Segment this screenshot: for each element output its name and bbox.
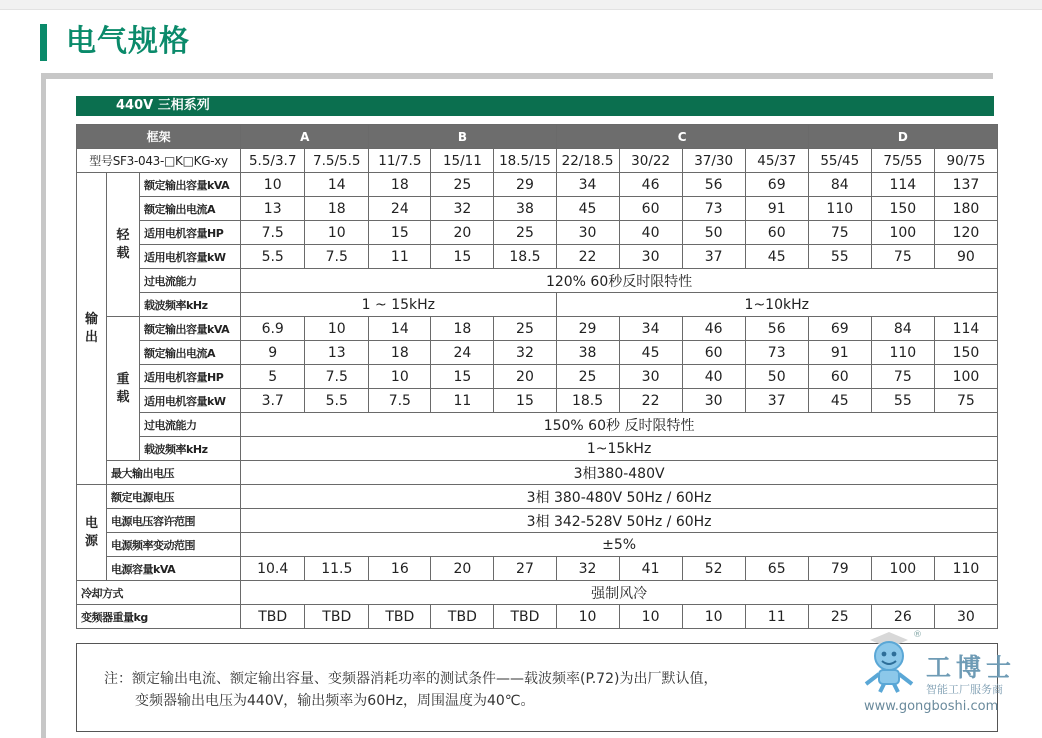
value-cell: 10: [619, 605, 682, 629]
value-cell: 11: [431, 389, 494, 413]
merged-value-cell: ±5%: [241, 533, 998, 557]
light-load-group-label: [107, 173, 140, 317]
value-cell: 18: [369, 341, 431, 365]
value-cell: 38: [556, 341, 619, 365]
merged-value-cell: 3相 342-528V 50Hz / 60Hz: [241, 509, 998, 533]
value-cell: 91: [745, 197, 808, 221]
value-cell: 55: [808, 245, 871, 269]
power-tolerance-row: [77, 509, 998, 533]
value-cell: 41: [619, 557, 682, 581]
value-cell: 20: [494, 365, 556, 389]
row-label: 过电流能力: [140, 413, 241, 437]
value-cell: 90: [934, 245, 997, 269]
value-cell: 46: [619, 173, 682, 197]
value-cell: 14: [305, 173, 369, 197]
row-label: 载波频率kHz: [140, 437, 241, 461]
value-cell: 55: [871, 389, 934, 413]
value-cell: 46: [682, 317, 745, 341]
note-line-1: 注：额定输出电流、额定输出容量、变频器消耗功率的测试条件——载波频率(P.72)为出厂默认值，: [104, 671, 718, 687]
value-cell: 10: [369, 365, 431, 389]
title-accent-bar: [40, 24, 47, 61]
value-cell: TBD: [305, 605, 369, 629]
value-cell: 20: [431, 221, 494, 245]
row-label: 载波频率kHz: [140, 293, 241, 317]
heavy-hp-row: [77, 365, 998, 389]
merged-value-cell: 3相 380-480V 50Hz / 60Hz: [241, 485, 998, 509]
light-hp-row: [77, 221, 998, 245]
value-cell: 9: [241, 341, 305, 365]
model-label: 型号SF3-043-□K□KG-xy: [77, 149, 241, 173]
value-cell: 180: [934, 197, 997, 221]
light-carrier-row: [77, 293, 998, 317]
note-line-2: 变频器输出电压为440V，输出频率为60Hz，周围温度为40℃。: [135, 693, 535, 709]
heavy-carrier-row: [77, 437, 998, 461]
row-label: 电源电压容许范围: [107, 509, 241, 533]
power-group-label: [77, 485, 107, 581]
merged-value-cell: 1~10kHz: [556, 293, 998, 317]
value-cell: 10: [305, 317, 369, 341]
value-cell: 45: [745, 245, 808, 269]
value-cell: 27: [494, 557, 556, 581]
value-cell: 5: [241, 365, 305, 389]
row-label: 冷却方式: [77, 581, 241, 605]
value-cell: 137: [934, 173, 997, 197]
value-cell: 69: [745, 173, 808, 197]
merged-value-cell: 150% 60秒 反时限特性: [241, 413, 998, 437]
row-label: 电源容量kVA: [107, 557, 241, 581]
value-cell: 26: [871, 605, 934, 629]
light-kw-row: [77, 245, 998, 269]
value-cell: 60: [619, 197, 682, 221]
value-cell: 7.5: [305, 245, 369, 269]
series-label: 440V 三相系列: [116, 98, 210, 113]
row-label: 额定输出电流A: [140, 341, 241, 365]
frame-header-c: C: [556, 125, 808, 149]
value-cell: 25: [556, 365, 619, 389]
value-cell: 37: [745, 389, 808, 413]
power-rated-row: [77, 485, 998, 509]
value-cell: 15: [494, 389, 556, 413]
heavy-load-label: 重载: [116, 371, 130, 405]
value-cell: 18: [369, 173, 431, 197]
power-freq-row: [77, 533, 998, 557]
value-cell: 65: [745, 557, 808, 581]
value-cell: 114: [934, 317, 997, 341]
light-load-label: 轻载: [116, 227, 130, 261]
value-cell: 3.7: [241, 389, 305, 413]
model-cell: 5.5/3.7: [241, 149, 305, 173]
value-cell: 110: [808, 197, 871, 221]
frame-header-label: 框架: [77, 125, 241, 149]
value-cell: TBD: [241, 605, 305, 629]
model-cell: 18.5/15: [494, 149, 556, 173]
value-cell: 73: [682, 197, 745, 221]
value-cell: 34: [556, 173, 619, 197]
merged-value-cell: 1~15kHz: [241, 437, 998, 461]
value-cell: 24: [431, 341, 494, 365]
value-cell: 56: [682, 173, 745, 197]
row-label: 适用电机容量kW: [140, 245, 241, 269]
value-cell: TBD: [369, 605, 431, 629]
power-capacity-row: [77, 557, 998, 581]
value-cell: 100: [871, 557, 934, 581]
value-cell: 50: [745, 365, 808, 389]
value-cell: 60: [682, 341, 745, 365]
value-cell: 30: [619, 365, 682, 389]
value-cell: 150: [934, 341, 997, 365]
heavy-kva-row: [77, 317, 998, 341]
merged-value-cell: 120% 60秒反时限特性: [241, 269, 998, 293]
value-cell: 25: [808, 605, 871, 629]
frame-header-a: A: [241, 125, 369, 149]
value-cell: 10: [556, 605, 619, 629]
value-cell: 7.5: [241, 221, 305, 245]
row-label: 适用电机容量HP: [140, 221, 241, 245]
value-cell: 75: [871, 365, 934, 389]
model-row: [77, 149, 998, 173]
value-cell: 84: [808, 173, 871, 197]
frame-left-rule: [41, 73, 46, 738]
page-title: 电气规格: [66, 24, 190, 59]
value-cell: 73: [745, 341, 808, 365]
value-cell: 11.5: [305, 557, 369, 581]
value-cell: TBD: [494, 605, 556, 629]
watermark-url: www.gongboshi.com: [864, 699, 999, 714]
value-cell: 10.4: [241, 557, 305, 581]
model-cell: 30/22: [619, 149, 682, 173]
value-cell: 91: [808, 341, 871, 365]
power-label: 电源: [84, 515, 98, 549]
value-cell: 40: [682, 365, 745, 389]
value-cell: 110: [871, 341, 934, 365]
value-cell: 18: [431, 317, 494, 341]
value-cell: 7.5: [369, 389, 431, 413]
value-cell: 32: [431, 197, 494, 221]
weight-row: [77, 605, 998, 629]
merged-value-cell: 1 ~ 15kHz: [241, 293, 556, 317]
value-cell: 20: [431, 557, 494, 581]
max-voltage-row: [77, 461, 998, 485]
value-cell: 7.5: [305, 365, 369, 389]
value-cell: 13: [305, 341, 369, 365]
value-cell: 14: [369, 317, 431, 341]
row-label: 最大输出电压: [107, 461, 241, 485]
value-cell: 100: [934, 365, 997, 389]
value-cell: 18.5: [494, 245, 556, 269]
value-cell: 150: [871, 197, 934, 221]
light-overload-row: [77, 269, 998, 293]
model-cell: 37/30: [682, 149, 745, 173]
value-cell: 29: [556, 317, 619, 341]
heavy-kw-row: [77, 389, 998, 413]
light-kva-row: [77, 173, 998, 197]
output-label: 输出: [84, 311, 98, 345]
value-cell: 32: [556, 557, 619, 581]
row-label: 过电流能力: [140, 269, 241, 293]
value-cell: 22: [619, 389, 682, 413]
value-cell: 60: [745, 221, 808, 245]
value-cell: 37: [682, 245, 745, 269]
cooling-row: [77, 581, 998, 605]
series-band: [76, 96, 994, 116]
value-cell: 75: [871, 245, 934, 269]
model-cell: 15/11: [431, 149, 494, 173]
value-cell: 84: [871, 317, 934, 341]
row-label: 额定电源电压: [107, 485, 241, 509]
value-cell: 100: [871, 221, 934, 245]
value-cell: 75: [934, 389, 997, 413]
heavy-overload-row: [77, 413, 998, 437]
value-cell: 45: [556, 197, 619, 221]
model-cell: 90/75: [934, 149, 997, 173]
value-cell: 10: [682, 605, 745, 629]
heavy-amp-row: [77, 341, 998, 365]
model-cell: 75/55: [871, 149, 934, 173]
value-cell: 10: [241, 173, 305, 197]
value-cell: 29: [494, 173, 556, 197]
row-label: 适用电机容量kW: [140, 389, 241, 413]
value-cell: 5.5: [241, 245, 305, 269]
value-cell: 11: [745, 605, 808, 629]
value-cell: 69: [808, 317, 871, 341]
value-cell: 18: [305, 197, 369, 221]
merged-value-cell: 强制风冷: [241, 581, 998, 605]
frame-header-d: D: [808, 125, 997, 149]
spec-table: [76, 124, 998, 629]
row-label: 额定输出电流A: [140, 197, 241, 221]
row-label: 额定输出容量kVA: [140, 173, 241, 197]
value-cell: 120: [934, 221, 997, 245]
value-cell: 45: [808, 389, 871, 413]
value-cell: 110: [934, 557, 997, 581]
value-cell: 32: [494, 341, 556, 365]
value-cell: 13: [241, 197, 305, 221]
value-cell: 38: [494, 197, 556, 221]
value-cell: 15: [431, 245, 494, 269]
value-cell: 30: [619, 245, 682, 269]
watermark-name: 工博士: [926, 653, 1017, 682]
merged-value-cell: 3相380-480V: [241, 461, 998, 485]
value-cell: 52: [682, 557, 745, 581]
model-cell: 22/18.5: [556, 149, 619, 173]
output-group-label: [77, 173, 107, 485]
value-cell: 25: [431, 173, 494, 197]
value-cell: 11: [369, 245, 431, 269]
light-amp-row: [77, 197, 998, 221]
value-cell: 6.9: [241, 317, 305, 341]
value-cell: 15: [369, 221, 431, 245]
value-cell: 30: [682, 389, 745, 413]
frame-header-b: B: [369, 125, 556, 149]
value-cell: 34: [619, 317, 682, 341]
value-cell: 25: [494, 317, 556, 341]
value-cell: 25: [494, 221, 556, 245]
value-cell: 24: [369, 197, 431, 221]
mascot-logo-icon: [858, 630, 920, 694]
frame-top-rule: [41, 73, 993, 79]
value-cell: TBD: [431, 605, 494, 629]
value-cell: 30: [556, 221, 619, 245]
value-cell: 50: [682, 221, 745, 245]
row-label: 变频器重量kg: [77, 605, 241, 629]
row-label: 适用电机容量HP: [140, 365, 241, 389]
value-cell: 79: [808, 557, 871, 581]
value-cell: 10: [305, 221, 369, 245]
row-label: 额定输出容量kVA: [140, 317, 241, 341]
model-cell: 55/45: [808, 149, 871, 173]
value-cell: 30: [934, 605, 997, 629]
value-cell: 75: [808, 221, 871, 245]
value-cell: 5.5: [305, 389, 369, 413]
value-cell: 114: [871, 173, 934, 197]
value-cell: 60: [808, 365, 871, 389]
heavy-load-group-label: [107, 317, 140, 461]
value-cell: 15: [431, 365, 494, 389]
watermark-tagline: 智能工厂服务商: [926, 683, 1003, 696]
model-cell: 45/37: [745, 149, 808, 173]
model-cell: 7.5/5.5: [305, 149, 369, 173]
value-cell: 45: [619, 341, 682, 365]
value-cell: 18.5: [556, 389, 619, 413]
value-cell: 22: [556, 245, 619, 269]
top-band: [0, 0, 1042, 10]
value-cell: 16: [369, 557, 431, 581]
value-cell: 40: [619, 221, 682, 245]
model-cell: 11/7.5: [369, 149, 431, 173]
frame-header-row: [77, 125, 998, 149]
value-cell: 56: [745, 317, 808, 341]
row-label: 电源频率变动范围: [107, 533, 241, 557]
registered-mark: ®: [913, 630, 922, 640]
